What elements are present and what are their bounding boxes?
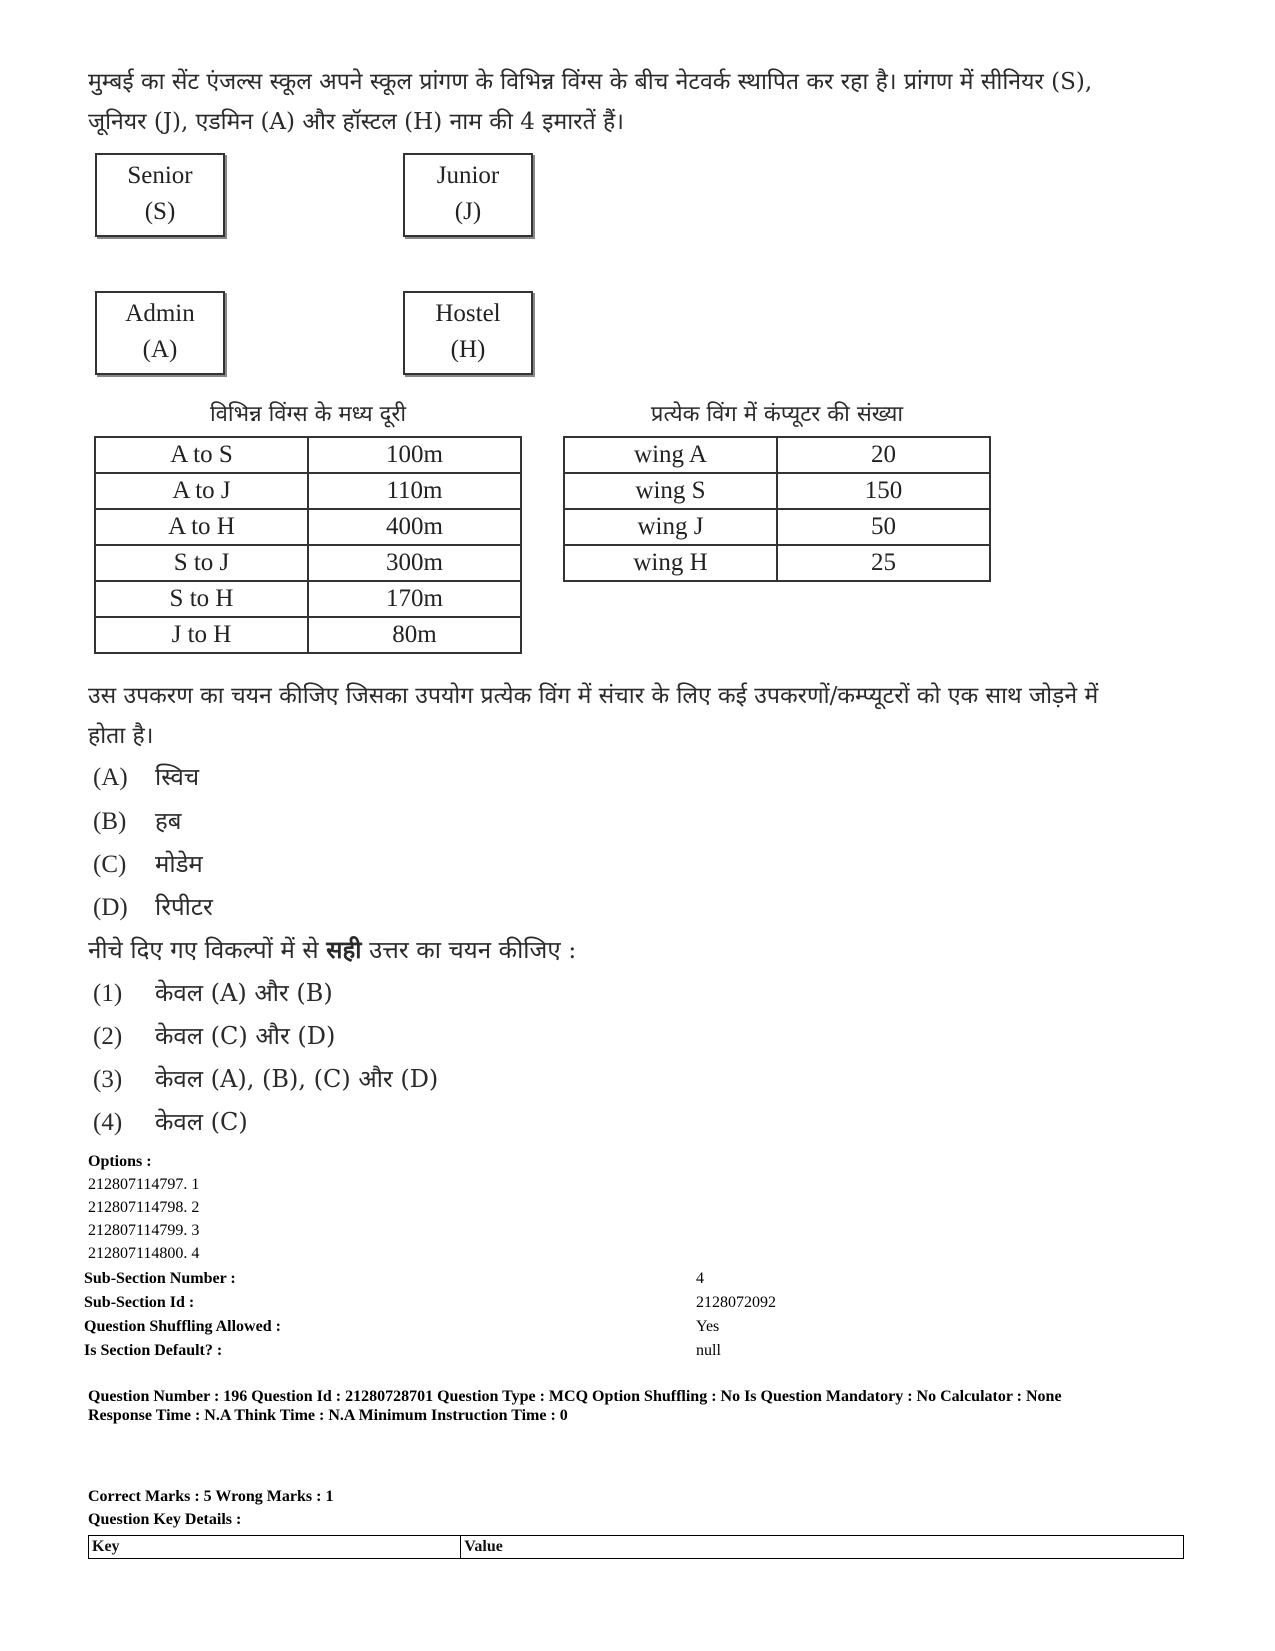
computers-table	[563, 436, 991, 582]
key-header: Key	[89, 1536, 461, 1559]
table-cell: A to S	[95, 437, 308, 473]
answer-text: केवल (A), (B), (C) और (D)	[155, 1065, 439, 1093]
next-question-meta	[88, 1387, 1198, 1425]
building-admin	[95, 291, 225, 375]
question-text	[88, 676, 1208, 756]
key-value-table	[88, 1535, 1184, 1559]
choice-b	[93, 804, 181, 837]
intro-paragraph	[88, 62, 1208, 142]
building-junior	[403, 153, 533, 237]
building-name: Junior	[436, 162, 500, 189]
question-line-2: होता है।	[88, 723, 154, 749]
building-senior	[95, 153, 225, 237]
table-row	[95, 473, 521, 509]
table-cell: 300m	[308, 545, 521, 581]
answer-text: केवल (C)	[155, 1108, 248, 1136]
instruction	[88, 933, 576, 966]
choice-text: मोडेम	[155, 850, 203, 878]
subsection-value: 4	[696, 1270, 704, 1287]
option-item: 212807114797. 1	[88, 1176, 200, 1193]
table-cell: wing S	[564, 473, 777, 509]
table-cell: 110m	[308, 473, 521, 509]
subsection-value: Yes	[696, 1318, 720, 1335]
question-meta-line-1: Question Number : 196 Question Id : 21280728701 Question Type : MCQ Option Shuffling : No Is Question Mandatory : No Calculator : None	[88, 1388, 1062, 1405]
table-cell: 150	[777, 473, 990, 509]
building-name: Admin	[125, 300, 195, 327]
question-line-1: उस उपकरण का चयन कीजिए जिसका उपयोग प्रत्येक विंग में संचार के लिए कई उपकरणों/कम्प्यूटरों को एक साथ जोड़ने में	[88, 683, 1099, 709]
answer-3	[93, 1062, 438, 1095]
table-cell: J to H	[95, 617, 308, 653]
subsection-row	[84, 1291, 784, 1315]
answer-4	[93, 1105, 248, 1138]
table-cell: wing A	[564, 437, 777, 473]
table-row	[564, 437, 990, 473]
table-cell: wing J	[564, 509, 777, 545]
answer-text: केवल (A) और (B)	[155, 979, 333, 1007]
answer-text: केवल (C) और (D)	[155, 1022, 336, 1050]
table-cell: A to H	[95, 509, 308, 545]
building-code: (J)	[454, 198, 482, 225]
choice-label: (B)	[93, 808, 127, 835]
table-row	[564, 545, 990, 581]
table-cell: 20	[777, 437, 990, 473]
distance-table-caption: विभिन्न विंग्स के मध्य दूरी	[209, 402, 407, 427]
subsection-row	[84, 1267, 784, 1291]
intro-line-2: जूनियर (J), एडमिन (A) और हॉस्टल (H) नाम की 4 इमारतें हैं।	[88, 109, 624, 135]
subsection-key: Sub-Section Id :	[84, 1294, 195, 1311]
table-row	[95, 545, 521, 581]
table-cell: 400m	[308, 509, 521, 545]
table-cell: 170m	[308, 581, 521, 617]
instruction-before: नीचे दिए गए विकल्पों में से	[88, 936, 327, 964]
table-cell: 25	[777, 545, 990, 581]
distance-table	[94, 436, 522, 654]
choice-label: (C)	[93, 851, 127, 878]
instruction-bold: सही	[326, 935, 362, 964]
answer-label: (3)	[93, 1066, 123, 1093]
subsection-row	[84, 1339, 784, 1363]
choice-text: स्विच	[155, 763, 200, 791]
answer-label: (2)	[93, 1023, 123, 1050]
answer-label: (1)	[93, 980, 123, 1007]
answer-2	[93, 1019, 335, 1052]
table-row	[95, 437, 521, 473]
options-heading: Options :	[88, 1153, 152, 1170]
question-meta-line-2: Response Time : N.A Think Time : N.A Minimum Instruction Time : 0	[88, 1407, 568, 1424]
table-cell: A to J	[95, 473, 308, 509]
subsection-value: null	[696, 1342, 721, 1359]
choice-d	[93, 890, 213, 923]
choice-text: रिपीटर	[155, 893, 213, 921]
table-cell: 80m	[308, 617, 521, 653]
subsection-row	[84, 1315, 784, 1339]
subsection-value: 2128072092	[696, 1294, 776, 1311]
options-block	[88, 1150, 199, 1265]
table-header-row	[89, 1536, 1184, 1559]
value-header: Value	[461, 1536, 1184, 1559]
option-item: 212807114800. 4	[88, 1245, 200, 1262]
subsection-key: Is Section Default? :	[84, 1342, 223, 1359]
table-row	[564, 473, 990, 509]
table-row	[95, 617, 521, 653]
table-row	[95, 509, 521, 545]
table-cell: 50	[777, 509, 990, 545]
table-cell: wing H	[564, 545, 777, 581]
option-item: 212807114799. 3	[88, 1222, 200, 1239]
subsection-info	[84, 1267, 784, 1363]
building-name: Senior	[127, 162, 193, 189]
instruction-after: उत्तर का चयन कीजिए :	[361, 936, 577, 964]
choice-a	[93, 760, 199, 793]
subsection-key: Sub-Section Number :	[84, 1270, 236, 1287]
subsection-key: Question Shuffling Allowed :	[84, 1318, 281, 1335]
building-code: (H)	[450, 336, 486, 363]
table-row	[564, 509, 990, 545]
table-cell: 100m	[308, 437, 521, 473]
table-row	[95, 581, 521, 617]
answer-1	[93, 976, 333, 1009]
option-item: 212807114798. 2	[88, 1199, 200, 1216]
choice-label: (A)	[93, 764, 128, 791]
choice-c	[93, 847, 203, 880]
key-details-heading: Question Key Details :	[88, 1511, 242, 1528]
intro-line-1: मुम्बई का सेंट एंजल्स स्कूल अपने स्कूल प्रांगण के विभिन्न विंग्स के बीच नेटवर्क स्थापित कर रहा है। प्रांगण में सीनियर (S),	[88, 69, 1093, 95]
choice-label: (D)	[93, 894, 128, 921]
table-cell: S to J	[95, 545, 308, 581]
answer-label: (4)	[93, 1109, 123, 1136]
marks-line: Correct Marks : 5 Wrong Marks : 1	[88, 1488, 334, 1505]
building-name: Hostel	[435, 300, 501, 327]
building-code: (A)	[142, 336, 178, 363]
choice-text: हब	[155, 807, 182, 835]
table-cell: S to H	[95, 581, 308, 617]
computers-table-caption: प्रत्येक विंग में कंप्यूटर की संख्या	[650, 402, 904, 427]
building-code: (S)	[144, 198, 176, 225]
building-hostel	[403, 291, 533, 375]
